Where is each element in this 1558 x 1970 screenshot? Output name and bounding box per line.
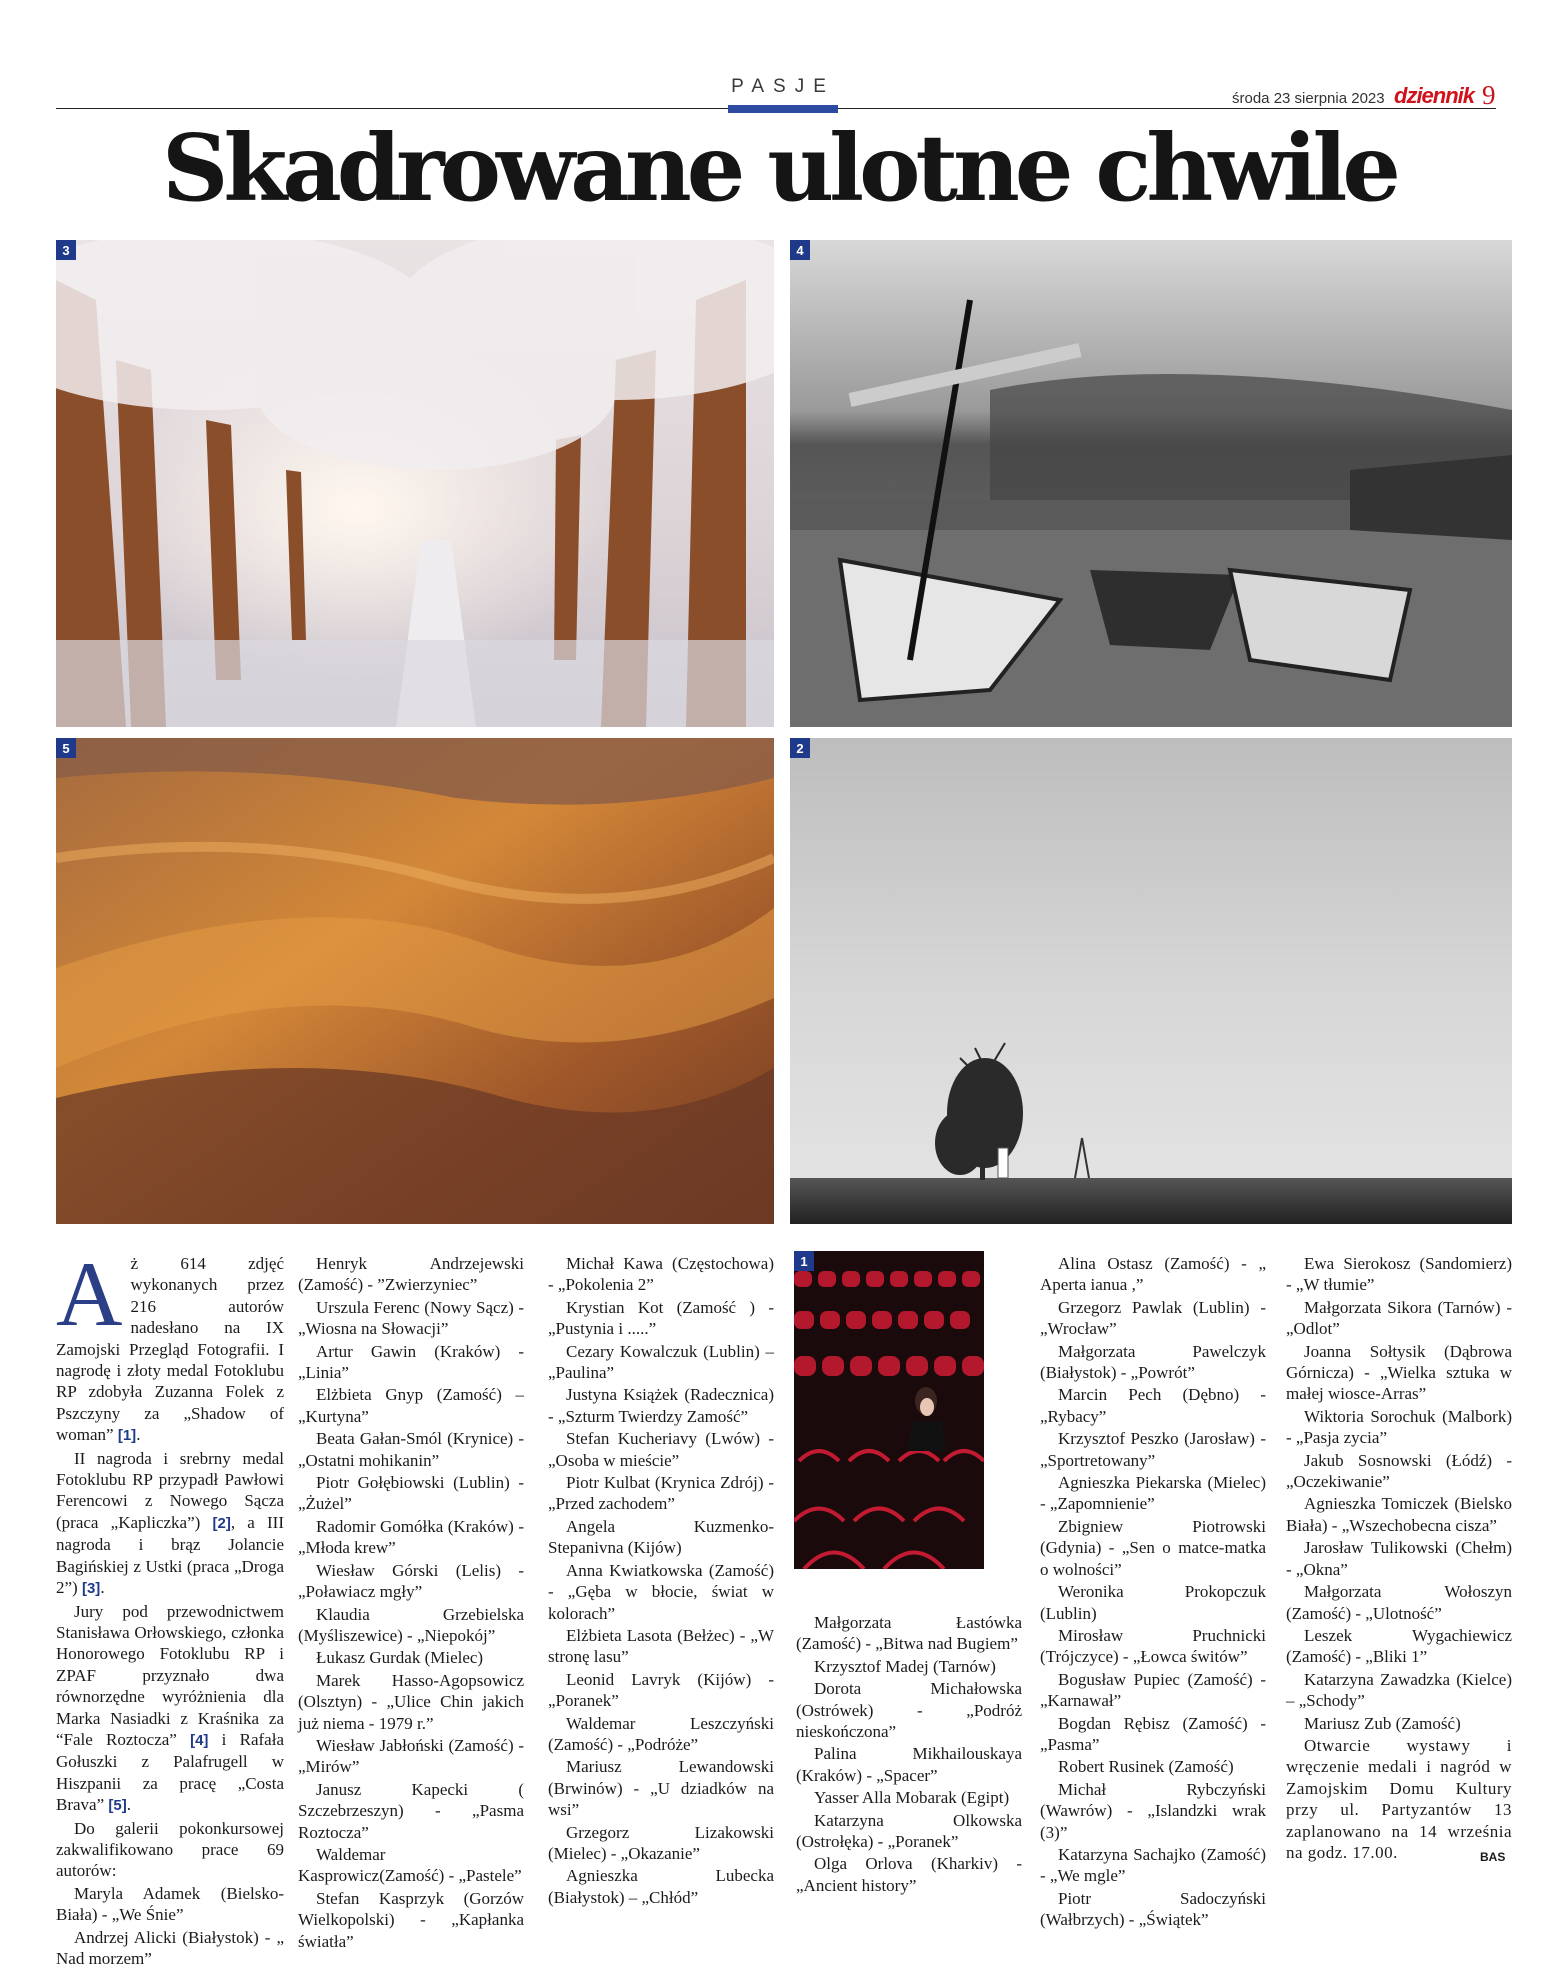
list-item: Agnieszka Piekarska (Mielec) - „Zapomnienie”: [1040, 1473, 1266, 1514]
issue-date: środa 23 sierpnia 2023: [1232, 90, 1385, 107]
list-item: Janusz Kapecki ( Szczebrzeszyn) - „Pasma Roztocza”: [298, 1779, 524, 1842]
list-item: Wiktoria Sorochuk (Malbork) - „Pasja zycia”: [1286, 1406, 1512, 1448]
list-item: Zbigniew Piotrowski (Gdynia) - „Sen o matce-matka o wolności”: [1040, 1516, 1266, 1579]
section-bar: [728, 105, 838, 113]
list-item: Małgorzata Łastówka (Zamość) - „Bitwa nad Bugiem”: [796, 1613, 1022, 1654]
list-item: Agnieszka Lubecka (Białystok) – „Chłód”: [548, 1866, 774, 1907]
list-item: Leonid Lavryk (Kijów) - „Poranek”: [548, 1669, 774, 1711]
article-paragraph: II nagroda i srebrny medal Fotoklubu RP przypadł Pawłowi Ferencowi z Nowego Sącza (praca „Kapliczka”): [56, 1448, 284, 1532]
list-item: Mariusz Zub (Zamość): [1304, 1713, 1461, 1733]
list-item: Michał Kawa (Częstochowa) - „Pokolenia 2”: [548, 1254, 774, 1295]
list-item: Artur Gawin (Kraków) - „Linia”: [298, 1341, 524, 1383]
article-column-3: [548, 1253, 774, 1909]
photo-lone-tree: [790, 738, 1512, 1224]
list-item: Cezary Kowalczuk (Lublin) – „Paulina”: [548, 1341, 774, 1383]
list-item: Elżbieta Lasota (Bełżec) - „W stronę lasu”: [548, 1625, 774, 1667]
article-column-2: [298, 1253, 524, 1953]
article-paragraph: , a III nagroda i brąz Jolancie Bagińskiej z Ustki (praca „Droga 2”): [56, 1512, 284, 1598]
list-item: Palina Mikhailouskaya (Kraków) - „Spacer”: [796, 1744, 1022, 1785]
list-item: Piotr Kulbat (Krynica Zdrój) - „Przed zachodem”: [548, 1473, 774, 1514]
list-item: Waldemar Kasprowicz(Zamość) - „Pastele”: [298, 1844, 522, 1886]
list-item: Jakub Sosnowski (Łódź) - „Oczekiwanie”: [1286, 1450, 1512, 1492]
photo-ref: [2]: [212, 1514, 231, 1532]
list-item: Joanna Sołtysik (Dąbrowa Górnicza) - „Wielka sztuka w małej wiosce-Arras”: [1286, 1341, 1512, 1404]
article-intro: ż 614 zdjęć wykonanych przez 216 autorów nadesłano na IX Zamojski Przegląd Fotografii. I nagrodę i złoty medal Fotoklubu RP zdobyła Zuzanna Folek z Pszczyny za „Shadow of woman”: [56, 1254, 284, 1445]
list-item: Piotr Gołębiowski (Lublin) - „Żużel”: [298, 1473, 524, 1514]
list-item: Leszek Wygachiewicz (Zamość) - „Bliki 1”: [1286, 1625, 1512, 1667]
list-item: Marek Hasso-Agopsowicz (Olsztyn) - „Ulice Chin jakich już niema - 1979 r.”: [298, 1670, 524, 1733]
list-item: Angela Kuzmenko-Stepanivna (Kijów): [548, 1516, 774, 1558]
photo-ref: [5]: [108, 1797, 127, 1815]
page-number: 9: [1482, 80, 1496, 110]
list-item: Weronika Prokopczuk (Lublin): [1040, 1582, 1266, 1623]
section-label: PASJE: [731, 76, 835, 97]
article-column-6: [1286, 1253, 1512, 1864]
list-item: Katarzyna Sachajko (Zamość) - „We mgle”: [1040, 1844, 1266, 1886]
list-item: Yasser Alla Mobarak (Egipt): [814, 1788, 1010, 1808]
list-item: Henryk Andrzejewski (Zamość) - ”Zwierzyniec”: [298, 1254, 524, 1295]
list-item: Alina Ostasz (Zamość) - „ Aperta ianua ,”: [1040, 1254, 1266, 1295]
list-item: Maryla Adamek (Bielsko-Biała) - „We Śnie”: [56, 1883, 284, 1925]
list-item: Jarosław Tulikowski (Chełm) - „Okna”: [1286, 1538, 1512, 1579]
list-item: Stefan Kucheriavy (Lwów) - „Osoba w mieście”: [548, 1429, 774, 1470]
photo-badge: 5: [56, 738, 76, 758]
photo-badge: 1: [794, 1251, 814, 1271]
list-item: Łukasz Gurdak (Mielec): [316, 1648, 484, 1668]
brand-logo: dziennik: [1394, 83, 1475, 108]
photo-ref: [3]: [81, 1580, 101, 1598]
list-item: Olga Orlova (Kharkiv) - „Ancient history”: [796, 1854, 1022, 1895]
list-item: Krzysztof Madej (Tarnów): [814, 1656, 996, 1676]
photo-badge: 2: [790, 738, 810, 758]
article-column-5: [1040, 1253, 1266, 1932]
article-column-1: A ż 614 zdjęć wykonanych przez 216 autorów nadesłano na IX Zamojski Przegląd Fotografii. I nagrodę i złoty medal Fotoklubu RP zdobyła Zuzanna Folek z Pszczyny za „Shadow of woman” [1]. II nagroda i srebrny medal Fotoklubu RP przypadł Pawłowi Ferencowi z Nowego Sącza (praca „Kapliczka”) [2], a III nagroda i brąz Jolancie Bagińskiej z Ustki (praca „Droga 2”) [3]. Jury pod przewodnictwem Stanisława Orłowskiego, członka Honorowego Fotoklubu RP i ZPAF przyznało dwa równorzędne wyróżnienia dla Marka Nasiadki z Kraśnika za “Fale Roztocza” [4] i Rafała Gołuszki z Palafrugell w Hiszpanii za pracę „Costa Brava” [5]. Do galerii pokonkursowej zakwalifikowano prace 69 autorów: Maryla Adamek (Bielsko-Biała) - „We Śnie” Andrzej Alicki (Białystok) - „ Nad morzem”: [56, 1243, 284, 1968]
list-item: Bogdan Rębisz (Zamość) - „Pasma”: [1040, 1713, 1266, 1754]
list-item: Ewa Sierokosz (Sandomierz) - „W tłumie”: [1286, 1254, 1512, 1295]
photo-field-waves: [56, 738, 774, 1224]
event-info: Otwarcie wystawy i wręczenie medali i nagród w Zamojskim Domu Kultury przy ul. Partyzantów 13 zaplanowano na 14 września na godz. 17.00.: [1286, 1735, 1512, 1862]
list-item: Mirosław Pruchnicki (Trójczyce) - „Łowca świtów”: [1040, 1625, 1266, 1667]
page-headline: Skadrowane ulotne chwile: [162, 114, 1396, 222]
list-item: Katarzyna Olkowska (Ostrołęka) - „Poranek”: [796, 1810, 1022, 1852]
list-item: Stefan Kasprzyk (Gorzów Wielkopolski) - „Kapłanka światła”: [298, 1888, 524, 1951]
list-item: Waldemar Leszczyński (Zamość) - „Podróże”: [548, 1713, 774, 1754]
list-item: Anna Kwiatkowska (Zamość) - „Gęba w błocie, świat w kolorach”: [548, 1560, 774, 1623]
list-item: Małgorzata Sikora (Tarnów) - „Odlot”: [1286, 1297, 1512, 1339]
article-paragraph: Jury pod przewodnictwem Stanisława Orłowskiego, członka Honorowego Fotoklubu RP i ZPAF przyznało dwa równorzędne wyróżnienia dla Marka Nasiadki z Kraśnika za “Fale Roztocza”: [56, 1601, 284, 1749]
list-item: Radomir Gomółka (Kraków) - „Młoda krew”: [298, 1516, 524, 1558]
list-item: Krystian Kot (Zamość ) - „Pustynia i .....”: [548, 1297, 774, 1339]
list-item: Krzysztof Peszko (Jarosław) - „Sportretowany”: [1040, 1429, 1266, 1470]
list-item: Beata Gałan-Smól (Krynice) - „Ostatni mohikanin”: [298, 1429, 524, 1470]
list-item: Wiesław Jabłoński (Zamość) - „Mirów”: [298, 1735, 524, 1777]
list-item: Mariusz Lewandowski (Brwinów) - „U dziadków na wsi”: [548, 1757, 774, 1820]
author-signature: BAS: [1480, 1850, 1506, 1864]
list-item: Robert Rusinek (Zamość): [1058, 1757, 1234, 1777]
photo-badge: 4: [790, 240, 810, 260]
list-item: Justyna Książek (Radecznica) - „Szturm Twierdzy Zamość”: [548, 1385, 774, 1426]
list-item: Dorota Michałowska (Ostrówek) - „Podróż nieskończona”: [796, 1679, 1022, 1742]
list-item: Elżbieta Gnyp (Zamość) – „Kurtyna”: [298, 1385, 524, 1426]
list-item: Wiesław Górski (Lelis) - „Poławiacz mgły”: [298, 1560, 524, 1602]
article-paragraph: Do galerii pokonkursowej zakwalifikowano prace 69 autorów:: [56, 1818, 284, 1881]
list-item: Klaudia Grzebielska (Myśliszewice) - „Niepokój”: [298, 1604, 524, 1645]
drop-cap: A: [56, 1243, 123, 1345]
list-item: Urszula Ferenc (Nowy Sącz) - „Wiosna na Słowacji”: [298, 1297, 524, 1339]
photo-frosty-alley: [56, 240, 774, 727]
photo-theater-seats: [794, 1251, 984, 1569]
list-item: Grzegorz Lizakowski (Mielec) - „Okazanie”: [548, 1822, 774, 1863]
list-item: Małgorzata Wołoszyn (Zamość) - „Ulotność”: [1286, 1582, 1512, 1623]
list-item: Marcin Pech (Dębno) - „Rybacy”: [1040, 1385, 1266, 1426]
list-item: Andrzej Alicki (Białystok) - „ Nad morzem”: [56, 1927, 284, 1968]
list-item: Agnieszka Tomiczek (Bielsko Biała) - „Wszechobecna cisza”: [1286, 1494, 1512, 1535]
list-item: Katarzyna Zawadzka (Kielce) – „Schody”: [1286, 1669, 1512, 1711]
article-paragraph: i Rafała Gołuszki z Palafrugell w Hiszpanii za pracę „Costa Brava”: [56, 1729, 284, 1815]
photo-ref: [4]: [190, 1731, 209, 1749]
list-item: Michał Rybczyński (Wawrów) - „Islandzki wrak (3)”: [1040, 1779, 1266, 1842]
list-item: Małgorzata Pawelczyk (Białystok) - „Powrót”: [1040, 1341, 1266, 1383]
photo-badge: 3: [56, 240, 76, 260]
article-column-4: [796, 1612, 1022, 1897]
list-item: Bogusław Pupiec (Zamość) - „Karnawał”: [1040, 1669, 1266, 1711]
list-item: Grzegorz Pawlak (Lublin) - „Wrocław”: [1040, 1297, 1266, 1339]
list-item: Piotr Sadoczyński (Wałbrzych) - „Świątek”: [1040, 1888, 1266, 1930]
photo-boats-beach: [790, 240, 1512, 727]
photo-ref: [1]: [117, 1427, 137, 1445]
